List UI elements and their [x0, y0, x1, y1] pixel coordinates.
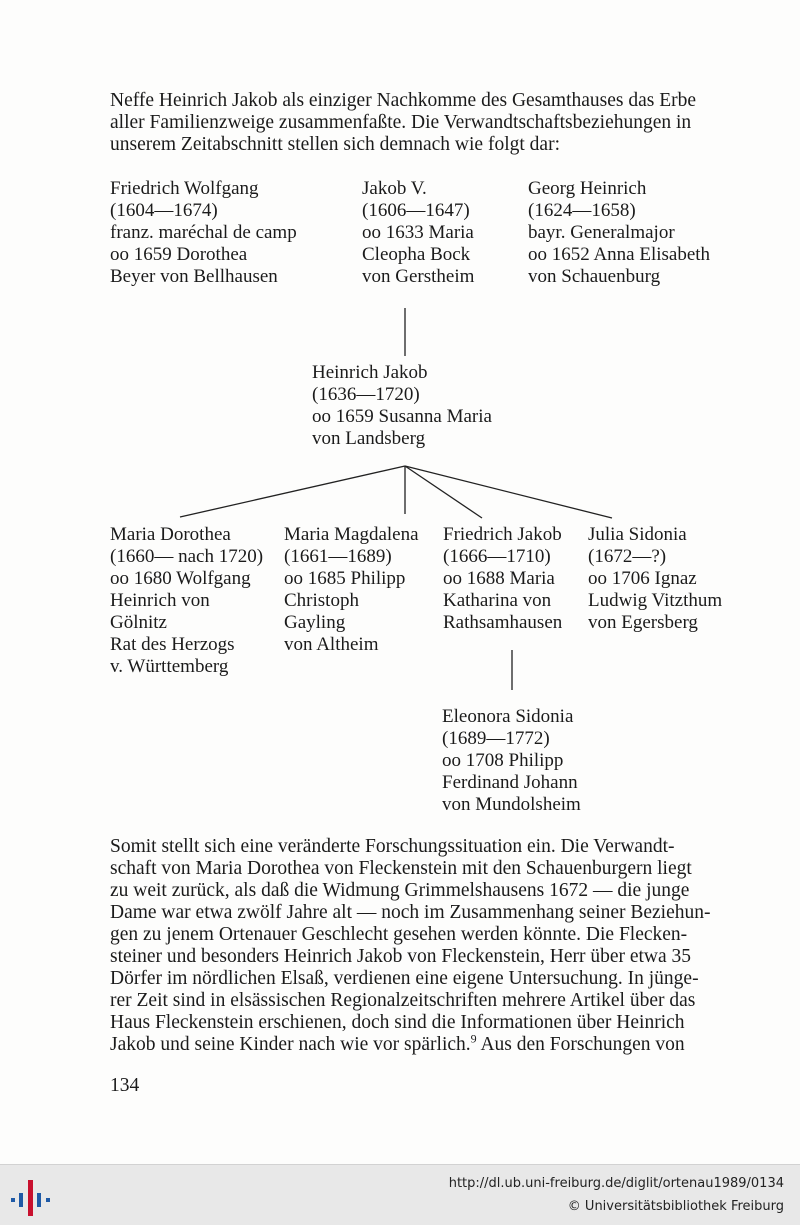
- connector-to-maria-dorothea: [180, 466, 405, 517]
- closing-paragraph: [110, 836, 732, 1056]
- text-line: rer Zeit sind in elsässischen Regionalzeitschriften mehrere Artikel über das: [110, 990, 696, 1011]
- text-line: Dame war etwa zwölf Jahre alt — noch im Zusammenhang seiner Beziehun-: [110, 902, 711, 923]
- person-detail: oo 1652 Anna Elisabeth: [528, 244, 711, 265]
- person-detail: von Gerstheim: [362, 266, 475, 287]
- person-name: Heinrich Jakob: [312, 362, 428, 383]
- person-dates: (1636—1720): [312, 384, 420, 405]
- person-detail: Gölnitz: [110, 612, 167, 633]
- person-dates: (1661—1689): [284, 546, 392, 567]
- person-name: Georg Heinrich: [528, 178, 647, 199]
- text-line-last: [110, 1031, 732, 1056]
- person-detail: Cleopha Bock: [362, 244, 471, 265]
- person-eleonora-sidonia: [442, 706, 581, 816]
- person-name: Maria Magdalena: [284, 524, 419, 545]
- person-detail: oo 1633 Maria: [362, 222, 474, 243]
- person-name: Jakob V.: [362, 178, 427, 199]
- connector-to-julia-sidonia: [405, 466, 612, 518]
- intro-paragraph: [110, 90, 732, 156]
- person-dates: (1606—1647): [362, 200, 470, 221]
- person-detail: bayr. Generalmajor: [528, 222, 675, 243]
- person-name: Friedrich Wolfgang: [110, 178, 259, 199]
- person-detail: Ludwig Vitzthum: [588, 590, 723, 611]
- copyright-text: © Universitätsbibliothek Freiburg: [567, 1199, 784, 1214]
- person-detail: Katharina von: [443, 590, 552, 611]
- person-detail: von Altheim: [284, 634, 379, 655]
- person-detail: Heinrich von: [110, 590, 210, 611]
- library-footer-bar: [0, 1164, 800, 1225]
- person-detail: franz. maréchal de camp: [110, 222, 297, 243]
- person-detail: von Mundolsheim: [442, 794, 581, 815]
- person-georg-heinrich: [528, 178, 710, 288]
- person-detail: Christoph: [284, 590, 359, 611]
- person-dates: (1604—1674): [110, 200, 218, 221]
- person-friedrich-jakob: [443, 524, 562, 634]
- person-dates: (1689—1772): [442, 728, 550, 749]
- text-line: steiner und besonders Heinrich Jakob von Fleckenstein, Herr über etwa 35: [110, 946, 692, 967]
- source-url-link[interactable]: http://dl.ub.uni-freiburg.de/diglit/ortenau1989/0134: [448, 1176, 784, 1191]
- person-detail: von Schauenburg: [528, 266, 661, 287]
- person-dates: (1666—1710): [443, 546, 551, 567]
- person-detail: oo 1688 Maria: [443, 568, 555, 589]
- text-line: gen zu jenem Ortenauer Geschlecht gesehen werden könnte. Die Flecken-: [110, 924, 688, 945]
- person-detail: von Landsberg: [312, 428, 426, 449]
- text-fragment: Jakob und seine Kinder nach wie vor spärlich.: [110, 1034, 471, 1055]
- text-fragment: Aus den Forschungen von: [476, 1034, 685, 1055]
- person-maria-magdalena: [284, 524, 419, 656]
- connector-to-friedrich-jakob: [405, 466, 482, 518]
- page-number: 134: [110, 1075, 140, 1096]
- ub-freiburg-logo-icon[interactable]: [10, 1175, 54, 1217]
- text-line: unserem Zeitabschnitt stellen sich demnach wie folgt dar:: [110, 134, 560, 155]
- person-detail: Rat des Herzogs: [110, 634, 235, 655]
- text-line: aller Familienzweige zusammenfaßte. Die Verwandtschaftsbeziehungen in: [110, 112, 692, 133]
- person-name: Maria Dorothea: [110, 524, 231, 545]
- person-maria-dorothea: [110, 524, 263, 678]
- person-dates: (1624—1658): [528, 200, 636, 221]
- person-dates: (1672—?): [588, 546, 667, 567]
- person-dates: (1660— nach 1720): [110, 546, 264, 567]
- person-detail: oo 1706 Ignaz: [588, 568, 697, 589]
- person-friedrich-wolfgang: [110, 178, 297, 288]
- person-name: Eleonora Sidonia: [442, 706, 574, 727]
- person-name: Friedrich Jakob: [443, 524, 562, 545]
- person-name: Julia Sidonia: [588, 524, 687, 545]
- text-line: Haus Fleckenstein erschienen, doch sind die Informationen über Heinrich: [110, 1012, 685, 1033]
- person-heinrich-jakob: [312, 362, 492, 450]
- text-line: schaft von Maria Dorothea von Fleckenstein mit den Schauenburgern liegt: [110, 858, 692, 879]
- footnote-marker[interactable]: 9: [470, 1031, 477, 1046]
- person-detail: Ferdinand Johann: [442, 772, 578, 793]
- person-detail: v. Württemberg: [110, 656, 229, 677]
- person-detail: oo 1708 Philipp: [442, 750, 564, 771]
- person-detail: Gayling: [284, 612, 346, 633]
- text-line: Somit stellt sich eine veränderte Forschungssituation ein. Die Verwandt-: [110, 836, 675, 857]
- person-detail: Beyer von Bellhausen: [110, 266, 278, 287]
- person-detail: von Egersberg: [588, 612, 698, 633]
- person-detail: oo 1685 Philipp: [284, 568, 406, 589]
- person-detail: Rathsamhausen: [443, 612, 563, 633]
- person-detail: oo 1659 Susanna Maria: [312, 406, 492, 427]
- text-line: Dörfer im nördlichen Elsaß, verdienen eine eigene Untersuchung. In jünge-: [110, 968, 699, 989]
- person-detail: oo 1659 Dorothea: [110, 244, 248, 265]
- person-detail: oo 1680 Wolfgang: [110, 568, 251, 589]
- person-julia-sidonia: [588, 524, 722, 634]
- person-jakob-v: [362, 178, 474, 288]
- text-line: zu weit zurück, als daß die Widmung Grimmelshausens 1672 — die junge: [110, 880, 690, 901]
- text-line: Neffe Heinrich Jakob als einziger Nachkomme des Gesamthauses das Erbe: [110, 90, 697, 111]
